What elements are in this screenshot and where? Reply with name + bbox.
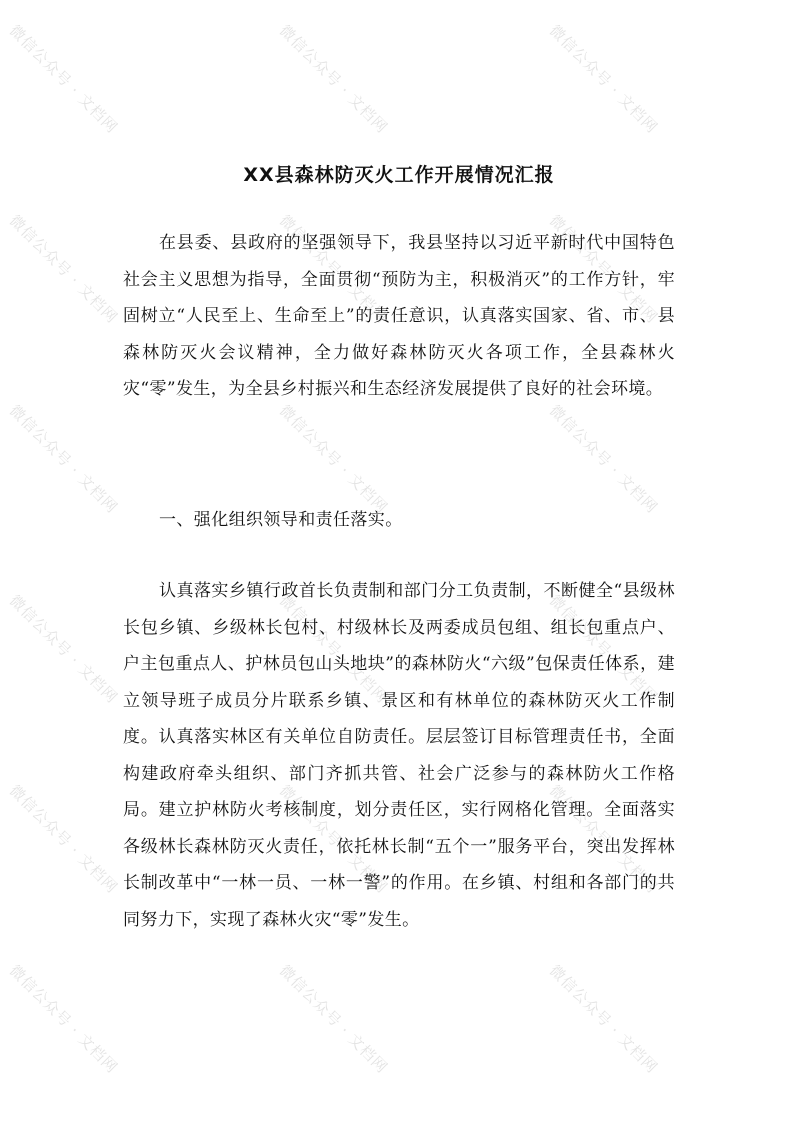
watermark-text: 微信公众号 · 文档网 — [5, 591, 122, 707]
body-paragraph: 认真落实乡镇行政首长负责制和部门分工负责制，不断健全“县级林长包乡镇、乡级林长包村、村级林长及两委成员包组、组长包重点户、户主包重点人、护林员包山头地块”的森林防火“六级”包保责任体系，建立领导班子成员分片联系乡镇、景区和有林单位的森林防灭火工作制度。认真落实林区有关单位自防责任。层层签订目标管理责任书，全面构建政府牵头组织、部门齐抓共管、社会广泛参与的森林防火工作格局。建立护林防火考核制度，划分责任区，实行网格化管理。全面落实各级林长森林防灭火责任，依托林长制“五个一”服务平台，突出发挥林长制改革中“一林一员、一林一警”的作用。在乡镇、村组和各部门的共同努力下，实现了森林火灾“零”发生。 — [123, 581, 675, 930]
watermark-text: 微信公众号 · 文档网 — [275, 21, 392, 137]
section-heading: 一、强化组织领导和责任落实。 — [159, 510, 403, 530]
document-title: XX县森林防灭火工作开展情况汇报 — [243, 164, 555, 186]
watermark-text: 微信公众号 · 文档网 — [545, 781, 662, 897]
watermark-text: 微信公众号 · 文档网 — [275, 961, 392, 1077]
watermark-text: 微信公众号 · 文档网 — [275, 401, 392, 517]
body-paragraph: 在县委、县政府的坚强领导下，我县坚持以习近平新时代中国特色社会主义思想为指导，全面贯彻“预防为主，积极消灭”的工作方针，牢固树立“人民至上、生命至上”的责任意识，认真落实国家、省、市、县森林防灭火会议精神，全力做好森林防灭火各项工作，全县森林火灾“零”发生，为全县乡村振兴和生态经济发展提供了良好的社会环境。 — [123, 233, 675, 399]
watermark-text: 微信公众号 · 文档网 — [545, 961, 662, 1077]
watermark-text: 微信公众号 · 文档网 — [5, 21, 122, 137]
watermark-text: 微信公众号 · 文档网 — [275, 211, 392, 327]
watermark-text: 微信公众号 · 文档网 — [545, 211, 662, 327]
watermark-text: 微信公众号 · 文档网 — [275, 781, 392, 897]
watermark-text: 微信公众号 · 文档网 — [5, 211, 122, 327]
watermark-text: 微信公众号 · 文档网 — [5, 781, 122, 897]
watermark-text: 微信公众号 · 文档网 — [5, 401, 122, 517]
watermark-text: 微信公众号 · 文档网 — [275, 591, 392, 707]
watermark-text: 微信公众号 · 文档网 — [5, 961, 122, 1077]
watermark-text: 微信公众号 · 文档网 — [545, 401, 662, 517]
watermark-text: 微信公众号 · 文档网 — [545, 591, 662, 707]
watermark-text: 微信公众号 · 文档网 — [545, 21, 662, 137]
